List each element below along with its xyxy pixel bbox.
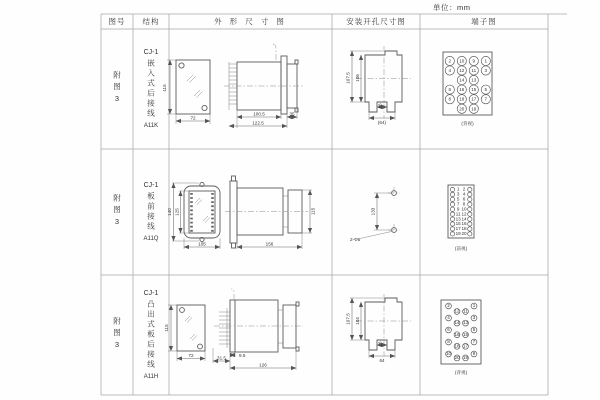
svg-text:11: 11 xyxy=(455,211,461,217)
header-outline-dims: 外 形 尺 寸 图 xyxy=(214,17,287,26)
svg-text:15: 15 xyxy=(462,331,469,337)
svg-text:3: 3 xyxy=(456,191,460,197)
svg-text:1: 1 xyxy=(472,303,476,309)
terminal-diagram-a11h xyxy=(441,300,481,376)
svg-text:20: 20 xyxy=(459,106,465,112)
svg-text:6: 6 xyxy=(462,196,466,202)
svg-text:(背视): (背视) xyxy=(461,121,474,126)
svg-text:(64): (64) xyxy=(377,120,387,125)
svg-text:5: 5 xyxy=(472,327,476,333)
svg-text:140: 140 xyxy=(167,208,172,216)
svg-text:9: 9 xyxy=(472,58,476,64)
mounting-hole-drawing-a11h xyxy=(346,294,412,363)
svg-text:1: 1 xyxy=(456,186,460,192)
svg-text:8: 8 xyxy=(447,339,450,345)
svg-text:16: 16 xyxy=(377,341,383,347)
outline-drawing-a11k xyxy=(162,44,303,128)
svg-text:125: 125 xyxy=(174,208,180,216)
svg-text:18: 18 xyxy=(461,226,467,232)
mounting-hole-drawing-a11k xyxy=(346,46,412,125)
structure-row3: CJ-1 凸出式板后接线 A11H xyxy=(143,290,159,380)
svg-text:12: 12 xyxy=(461,211,467,217)
outline-drawing-a11h xyxy=(164,289,303,370)
svg-text:64: 64 xyxy=(379,358,385,363)
svg-text:2: 2 xyxy=(447,303,450,309)
svg-text:15: 15 xyxy=(455,221,461,227)
svg-text:13: 13 xyxy=(462,320,469,326)
svg-text:7: 7 xyxy=(472,339,476,345)
outline-drawing-a11q xyxy=(167,176,316,249)
fig-no-row3: 附图3 xyxy=(112,317,122,353)
svg-text:100.5: 100.5 xyxy=(253,111,265,117)
svg-text:18: 18 xyxy=(454,343,460,349)
svg-text:115: 115 xyxy=(310,207,316,216)
svg-text:11: 11 xyxy=(471,68,477,74)
unit-label: 单位：mm xyxy=(433,3,471,12)
svg-text:2-Φ5: 2-Φ5 xyxy=(350,237,361,242)
svg-text:19: 19 xyxy=(471,106,477,112)
svg-text:3: 3 xyxy=(484,68,488,74)
svg-text:31.5: 31.5 xyxy=(217,355,226,361)
svg-text:72: 72 xyxy=(188,352,194,358)
svg-text:11: 11 xyxy=(463,308,468,314)
svg-text:12: 12 xyxy=(459,68,465,74)
header-mounting-dims: 安装开孔尺寸图 xyxy=(346,17,406,26)
svg-text:4: 4 xyxy=(462,191,466,197)
header-terminal-diagram: 端子图 xyxy=(471,17,497,26)
svg-text:20: 20 xyxy=(461,231,467,237)
svg-text:115: 115 xyxy=(162,84,167,92)
svg-text:4: 4 xyxy=(448,68,452,74)
fig-no-row2: 附图3 xyxy=(112,194,122,230)
mounting-hole-drawing-a11q xyxy=(350,187,400,242)
svg-text:8: 8 xyxy=(448,96,452,102)
svg-text:104: 104 xyxy=(355,317,360,325)
terminal-diagram-a11q xyxy=(448,185,474,252)
svg-text:16: 16 xyxy=(459,87,465,93)
svg-text:(背视): (背视) xyxy=(454,370,468,375)
terminal-diagram-a11k xyxy=(443,52,492,127)
header-structure: 结构 xyxy=(142,17,160,26)
svg-text:156: 156 xyxy=(265,241,274,247)
structure-row1: CJ-1 嵌入式后接线 A11K xyxy=(143,49,159,129)
svg-text:35: 35 xyxy=(289,111,295,117)
svg-text:17: 17 xyxy=(455,226,461,232)
svg-text:13: 13 xyxy=(455,216,461,222)
svg-text:115: 115 xyxy=(164,324,169,332)
svg-text:8: 8 xyxy=(462,201,466,207)
svg-text:105: 105 xyxy=(198,241,206,247)
svg-text:10: 10 xyxy=(459,58,465,64)
svg-text:5: 5 xyxy=(484,87,488,93)
svg-text:14: 14 xyxy=(459,77,465,83)
svg-text:13: 13 xyxy=(471,77,477,83)
svg-text:17: 17 xyxy=(462,343,469,349)
svg-text:9: 9 xyxy=(472,351,476,357)
svg-text:7: 7 xyxy=(484,96,488,102)
svg-text:106: 106 xyxy=(355,74,360,82)
svg-text:72: 72 xyxy=(190,115,196,121)
svg-text:(前视): (前视) xyxy=(454,246,468,251)
svg-text:1: 1 xyxy=(484,58,488,64)
svg-text:7: 7 xyxy=(456,201,460,207)
svg-text:19: 19 xyxy=(455,231,461,237)
svg-text:10: 10 xyxy=(461,206,467,212)
svg-text:133: 133 xyxy=(370,207,376,216)
svg-text:16: 16 xyxy=(461,221,467,227)
fig-no-row1: 附图3 xyxy=(112,71,122,107)
header-fig-no: 图号 xyxy=(108,17,126,26)
svg-text:107.5: 107.5 xyxy=(345,313,351,325)
svg-text:18: 18 xyxy=(459,96,465,102)
svg-text:4: 4 xyxy=(447,315,450,321)
svg-text:12: 12 xyxy=(454,308,460,314)
svg-text:126: 126 xyxy=(259,362,267,368)
svg-text:14: 14 xyxy=(461,216,467,222)
svg-text:122.5: 122.5 xyxy=(252,120,264,126)
svg-text:19: 19 xyxy=(462,354,469,360)
svg-text:16: 16 xyxy=(377,103,383,109)
svg-text:5: 5 xyxy=(456,196,460,202)
svg-text:14: 14 xyxy=(454,320,460,326)
svg-text:20: 20 xyxy=(454,354,460,360)
svg-text:3: 3 xyxy=(472,315,476,321)
svg-text:17: 17 xyxy=(471,96,477,102)
svg-text:2: 2 xyxy=(448,58,452,64)
svg-text:6: 6 xyxy=(448,87,452,93)
svg-text:16: 16 xyxy=(454,331,460,337)
svg-text:10: 10 xyxy=(445,351,452,357)
svg-text:107.5: 107.5 xyxy=(345,72,351,84)
svg-text:15: 15 xyxy=(471,87,477,93)
svg-text:9: 9 xyxy=(456,206,460,212)
svg-text:9.5: 9.5 xyxy=(239,352,246,358)
svg-text:6: 6 xyxy=(447,327,450,333)
structure-row2: CJ-1 板前接线 A11Q xyxy=(143,182,159,242)
svg-text:2: 2 xyxy=(462,186,466,192)
